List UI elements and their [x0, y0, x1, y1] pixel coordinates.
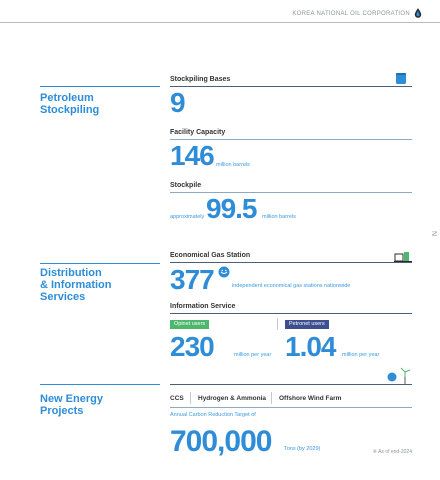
petroleum-title-line2: Stockpiling: [40, 104, 100, 116]
facility-capacity-value: 146: [170, 140, 214, 171]
facility-capacity-label: Facility Capacity: [170, 129, 226, 136]
opinet-value: 230: [170, 331, 214, 362]
stockpiling-bases-label: Stockpiling Bases: [170, 76, 231, 83]
petronet-unit: million per year: [342, 352, 380, 358]
tab-ccs: CCS: [170, 395, 184, 402]
header-divider: [0, 22, 440, 23]
reduction-value: 700,000: [170, 425, 272, 458]
oil-drop-icon: [414, 8, 422, 18]
distribution-title-line3: Services: [40, 291, 86, 303]
stockpile-unit: million barrels: [262, 214, 296, 220]
distribution-section-title: [40, 267, 112, 303]
distribution-title-line2: & Information: [40, 279, 112, 291]
tab-divider-1: [190, 392, 191, 404]
facility-capacity-unit: million barrels: [216, 162, 250, 168]
bases-rule: [170, 86, 412, 87]
energy-section-rule: [40, 384, 160, 385]
information-service-label: Information Service: [170, 303, 236, 310]
gas-station-rule: [170, 262, 412, 263]
footnote: ※ As of end-2024: [372, 449, 412, 455]
corporation-name: KOREA NATIONAL OIL CORPORATION: [292, 11, 410, 17]
distribution-title-line1: Distribution: [40, 267, 102, 279]
energy-title-line2: Projects: [40, 405, 84, 417]
tab-divider-2: [271, 392, 272, 404]
side-page-marker: N: [429, 230, 437, 237]
distribution-section-rule: [40, 263, 160, 264]
gas-station-value: 377: [170, 264, 214, 295]
petroleum-section-rule: [40, 86, 160, 87]
gas-station-unit: independent economical gas stations nationwide: [232, 283, 351, 289]
stockpiling-bases-value: 9: [170, 87, 185, 118]
reduction-unit: Tons (by 2029): [284, 446, 321, 452]
stockpile-value: 99.5: [206, 193, 257, 224]
energy-section-title: [40, 393, 103, 417]
petronet-value: 1.04: [285, 331, 336, 362]
energy-rule: [170, 384, 412, 385]
gas-station-label: Economical Gas Station: [170, 252, 251, 259]
energy-title-line1: New Energy: [40, 393, 103, 405]
wind-turbine-icon: [386, 366, 412, 384]
stockpile-prefix: approximately: [170, 214, 205, 220]
reduction-label: Annual Carbon Reduction Target of: [170, 412, 256, 418]
storage-tank-icon: [395, 72, 407, 85]
opinet-unit: million per year: [234, 352, 272, 358]
petroleum-title-line1: Petroleum: [40, 92, 94, 104]
info-divider: [277, 318, 278, 330]
stockpile-label: Stockpile: [170, 182, 202, 189]
tab-hydrogen-ammonia: Hydrogen & Ammonia: [198, 395, 267, 402]
tabs-rule: [170, 407, 412, 408]
opinet-badge: Opinet users: [170, 320, 209, 329]
petroleum-section-title: [40, 92, 99, 116]
information-rule: [170, 313, 412, 314]
gas-station-icon: [394, 249, 412, 262]
smile-icon: [218, 266, 230, 278]
tab-offshore-wind-farm: Offshore Wind Farm: [279, 395, 342, 402]
petronet-badge: Petronet users: [285, 320, 329, 329]
